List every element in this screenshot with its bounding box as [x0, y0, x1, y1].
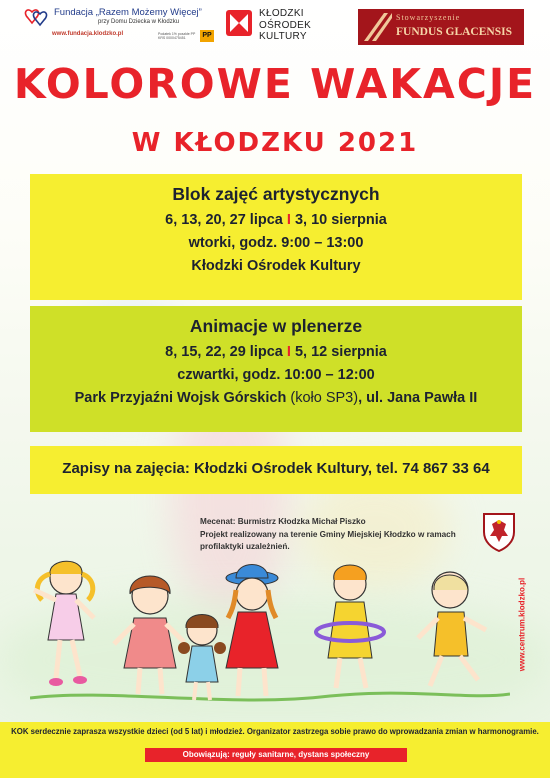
date-separator: I	[286, 344, 291, 360]
blok-dates-july: 6, 13, 20, 27 lipca	[165, 212, 283, 228]
fundacja-small-print: Podatek 1% poszkłe PP KRS 0000475451	[158, 32, 196, 40]
hearts-icon	[22, 8, 50, 28]
fundus-glacensis-label: FUNDUS GLACENSIS	[396, 26, 512, 38]
footer-rules-text: Obowiązują: reguły sanitarne, dystans społeczny	[182, 750, 370, 759]
animacje-place-street: , ul. Jana Pawła II	[358, 390, 478, 406]
fundus-glacensis-logo	[358, 9, 524, 45]
kid-girl-hoop	[316, 565, 384, 688]
blok-time: wtorki, godz. 9:00 – 13:00	[188, 235, 364, 251]
footer-invitation: KOK serdecznie zaprasza wszystkie dzieci (od 5 lat) i młodzież. Organizator zastrzega sobie prawo do wprowadzania zmian w harmonogramie.	[11, 727, 539, 736]
blok-artystyczny-panel	[30, 174, 522, 300]
blok-heading: Blok zajęć artystycznych	[172, 184, 380, 204]
footer	[0, 722, 550, 778]
footer-rules-bar	[145, 748, 407, 762]
side-url	[512, 560, 528, 700]
animacje-dates-july: 8, 15, 22, 29 lipca	[165, 344, 283, 360]
zapisy-panel	[30, 446, 522, 494]
mecenat-line: Mecenat: Burmistrz Kłodzka Michał Piszko	[200, 517, 366, 526]
projekt-line: Projekt realizowany na terenie Gminy Miejskiej Kłodzko w ramach profilaktyki uzależnień.	[200, 530, 456, 551]
fundacja-url: www.fundacja.klodzko.pl	[52, 31, 124, 37]
fundacja-name: Fundacja „Razem Możemy Więcej”	[54, 7, 202, 18]
kid-girl-3	[178, 615, 226, 701]
page-title: KOLOROWE WAKACJE	[13, 60, 537, 108]
blok-dates	[30, 212, 522, 228]
animacje-place	[30, 390, 522, 406]
fundacja-subtitle: przy Domu Dziecka w Kłodzku	[98, 19, 180, 25]
pp-badge: PP	[200, 30, 214, 42]
diagonal-stripes-icon	[364, 13, 392, 41]
klodzko-crest-icon	[482, 512, 516, 552]
blok-dates-august: 3, 10 sierpnia	[294, 212, 387, 228]
kok-line-2: OŚRODEK	[259, 19, 312, 31]
animacje-place-park: Park Przyjaźni Wojsk Górskich	[74, 390, 287, 406]
animacje-panel	[30, 306, 522, 432]
kok-line-1: KŁODZKI	[259, 8, 304, 19]
date-separator: I	[286, 212, 291, 228]
kid-girl-1	[34, 561, 94, 686]
animacje-dates-august: 5, 12 sierpnia	[294, 344, 387, 360]
animacje-place-note: (koło SP3)	[290, 390, 359, 406]
side-url-text: www.centrum.klodzko.pl	[517, 577, 527, 672]
header-logos	[0, 0, 550, 58]
zapisy-text: Zapisy na zajęcia: Kłodzki Ośrodek Kultury, tel. 74 867 33 64	[62, 460, 490, 477]
animacje-heading: Animacje w plenerze	[189, 316, 363, 336]
kid-girl-hat	[226, 565, 278, 697]
page-subtitle: W KŁODZKU 2021	[131, 128, 419, 158]
kid-boy-running	[418, 572, 486, 686]
kid-girl-2	[114, 576, 184, 694]
fundacja-logo	[22, 6, 212, 48]
kok-mark-icon	[226, 10, 252, 36]
kok-logo	[226, 8, 336, 46]
stowarzyszenie-label: Stowarzyszenie	[396, 13, 461, 22]
animacje-time: czwartki, godz. 10:00 – 12:00	[177, 367, 375, 383]
kok-line-3: KULTURY	[259, 31, 307, 42]
blok-place: Kłodzki Ośrodek Kultury	[191, 258, 361, 274]
kids-illustration	[30, 548, 510, 723]
animacje-dates	[30, 344, 522, 360]
